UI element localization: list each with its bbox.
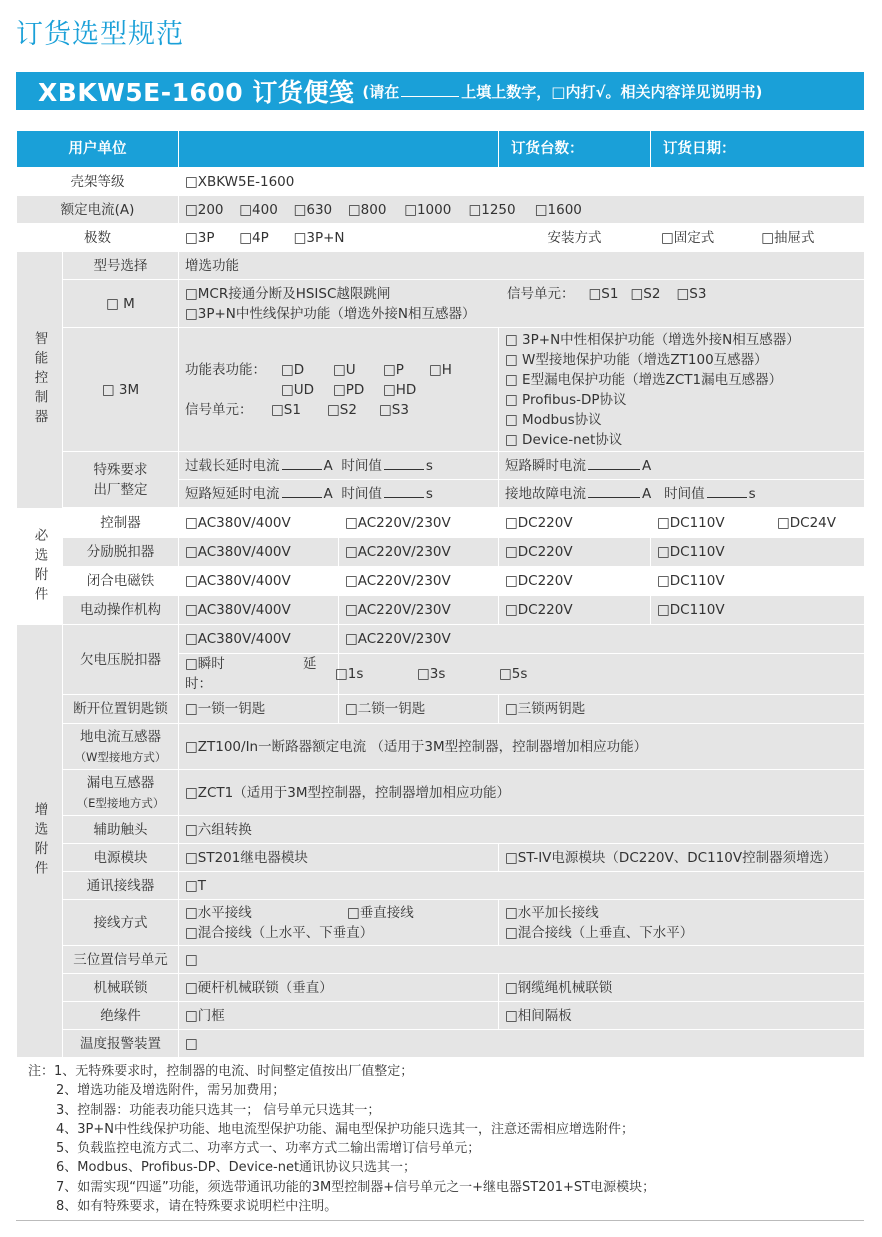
short-delay-time-blank[interactable] [384,485,424,498]
undervoltage-option[interactable]: □AC220V/230V [339,625,865,654]
3m-extra-functions [499,328,865,452]
undervoltage-row-1 [17,625,865,654]
power-module-row [17,844,865,872]
note-item: 4、3P+N中性线保护功能、地电流型保护功能、漏电型保护功能只选其一，注意还需相应增选附件； [56,1121,634,1137]
3m-controller-option[interactable]: □ 3M [63,328,179,452]
note-item: 注：1、无特殊要求时，控制器的电流、时间整定值按出厂值整定； [28,1064,414,1079]
ground-fault-time-blank[interactable] [707,485,747,498]
required-option[interactable]: □DC220V [499,538,651,567]
key-lock-option[interactable]: □三锁两钥匙 [499,695,865,724]
pole-option[interactable]: □3P+N [293,229,345,246]
3m-signal-option[interactable]: □S3 [379,401,409,418]
header-user-unit: 用户单位 [17,131,179,168]
current-option[interactable]: □1600 [534,201,582,218]
install-drawer-option[interactable]: □抽屉式 [761,229,815,246]
mech-interlock-option[interactable]: □钢缆绳机械联锁 [499,974,865,1002]
required-option[interactable]: □DC220V [499,567,651,596]
insulation-option[interactable]: □门框 [179,1002,499,1030]
ground-ct-label: 地电流互感器 （W型接地方式） [63,724,179,770]
meter-option[interactable]: □H [429,361,452,378]
wiring-label: 接线方式 [63,900,179,946]
undervoltage-option[interactable]: □AC380V/400V [179,625,339,654]
meter-function-label: 功能表功能： [185,361,266,378]
frame-label: 壳架等级 [17,168,179,196]
required-item-label: 闭合电磁铁 [63,567,179,596]
mech-interlock-label: 机械联锁 [63,974,179,1002]
frame-option[interactable]: □XBKW5E-1600 [179,168,865,196]
banner-note-prefix: (请在 [362,82,400,101]
comm-connector-option[interactable]: □T [179,872,865,900]
m-signal-label: 信号单元： [507,285,575,302]
m-controller-functions [179,280,865,328]
m-func-mcr[interactable]: □MCR接通分断及HSISC越限跳闸 [185,285,391,302]
uv-delay-option[interactable]: □5s [499,666,528,682]
power-module-option[interactable]: □ST201继电器模块 [179,844,499,872]
banner-note [362,81,762,102]
current-option[interactable]: □400 [239,201,278,218]
header-order-qty[interactable]: 订货台数： [499,131,651,168]
install-options [651,224,865,252]
model-select-row [17,252,865,280]
install-label: 安装方式 [499,224,651,252]
insulation-row [17,1002,865,1030]
wiring-option[interactable]: □水平加长接线 [505,904,599,921]
overload-setting: 过载长延时电流 A 时间值 s [179,452,499,480]
required-option[interactable]: □AC380V/400V [179,567,339,596]
m-func-neutral[interactable]: □3P+N中性线保护功能（增选外接N相互感器） [185,305,476,322]
required-option[interactable]: □DC110V [651,567,865,596]
required-option[interactable]: □AC220V/230V [339,538,499,567]
special-row-1 [17,452,865,480]
wiring-row [17,900,865,946]
m-controller-row [17,280,865,328]
uv-delay-label: 延时： [185,656,317,692]
banner-blank-line [401,84,459,97]
key-lock-label: 断开位置钥匙锁 [63,695,179,724]
required-row [17,596,865,625]
meter-option[interactable]: □D [281,361,305,378]
3m-extra-option[interactable]: □ Modbus协议 [505,411,602,428]
current-label: 额定电流(A) [17,196,179,224]
m-signal-option[interactable]: □S3 [676,285,707,302]
key-lock-option[interactable]: □一锁一钥匙 [179,695,339,724]
short-inst-setting: 短路瞬时电流 A [499,452,865,480]
3m-extra-option[interactable]: □ Profibus-DP协议 [505,391,627,408]
power-module-label: 电源模块 [63,844,179,872]
ground-fault-current-blank[interactable] [588,485,640,498]
pole-option[interactable]: □3P [185,229,215,246]
install-fixed-option[interactable]: □固定式 [661,229,715,246]
pole-option[interactable]: □4P [239,229,269,246]
tri-signal-label: 三位置信号单元 [63,946,179,974]
notes-section [28,1062,655,1216]
comm-connector-row [17,872,865,900]
controller-group-label: 智能控制器 [17,252,63,509]
required-row [17,567,865,596]
poles-label: 极数 [17,224,179,252]
required-option[interactable]: □AC380V/400V [179,509,339,538]
optional-group-label: 增选附件 [17,625,63,1058]
current-option[interactable]: □200 [185,201,224,218]
3m-extra-option[interactable]: □ Device-net协议 [505,431,623,448]
temp-alarm-label: 温度报警装置 [63,1030,179,1058]
required-option-pair [651,509,865,538]
temp-alarm-row [17,1030,865,1058]
required-option[interactable]: □DC110V [651,538,865,567]
banner-model: XBKW5E-1600 订货便笺 [38,78,355,107]
required-option[interactable]: □DC220V [499,509,651,538]
uv-delay-options [335,654,865,695]
required-option[interactable]: □AC220V/230V [339,596,499,625]
meter-option[interactable]: □PD [333,381,365,398]
form-banner [16,72,864,110]
temp-alarm-option[interactable]: □ [179,1030,865,1058]
3m-extra-option[interactable]: □ W型接地保护功能（增选ZT100互感器） [505,351,768,368]
current-option[interactable]: □800 [347,201,387,218]
overload-current-blank[interactable] [282,457,322,470]
required-option[interactable]: □AC380V/400V [179,596,339,625]
aux-contact-row [17,816,865,844]
current-row [17,196,865,224]
poles-options [179,224,499,252]
frame-row [17,168,865,196]
wiring-option[interactable]: □水平接线 [185,904,252,921]
note-item: 2、增选功能及增选附件，需另加费用； [56,1083,286,1099]
uv-instant-option[interactable]: □瞬时 [185,656,225,672]
key-lock-option[interactable]: □二锁一钥匙 [339,695,499,724]
required-option[interactable]: □AC220V/230V [339,567,499,596]
tri-signal-row [17,946,865,974]
wiring-options-left [179,900,499,946]
short-delay-setting: 短路短延时电流 A 时间值 s [179,480,499,508]
poles-row [17,224,865,252]
m-signal-option[interactable]: □S1 [588,285,619,302]
required-option[interactable]: □AC380V/400V [179,538,339,567]
uv-delay-option[interactable]: □1s [335,666,364,682]
leakage-ct-row [17,770,865,816]
required-item-label: 控制器 [63,509,179,538]
ground-ct-row [17,724,865,770]
note-item: 7、如需实现“四遥”功能，须选带通讯功能的3M型控制器+信号单元之一+继电器ST201+ST电源模块； [56,1179,656,1195]
uv-timing [179,654,339,695]
mech-interlock-option[interactable]: □硬杆机械联锁（垂直） [179,974,499,1002]
3m-extra-option[interactable]: □ E型漏电保护功能（增选ZCT1漏电互感器） [505,371,783,388]
required-row [17,538,865,567]
meter-option[interactable]: □P [383,361,404,378]
aux-contact-option[interactable]: □六组转换 [179,816,865,844]
wiring-options-right [499,900,865,946]
tri-signal-option[interactable]: □ [179,946,865,974]
leakage-ct-label: 漏电互感器 （E型接地方式） [63,770,179,816]
banner-note-suffix: 上填上数字，□内打√。相关内容详见说明书) [461,82,763,101]
key-lock-row [17,695,865,724]
model-select-value: 增选功能 [179,252,865,280]
overload-time-blank[interactable] [384,457,424,470]
wiring-option[interactable]: □混合接线（上水平、下垂直） [185,924,374,941]
meter-option[interactable]: □HD [383,381,417,398]
meter-option[interactable]: □UD [281,381,315,398]
note-item: 3、控制器：功能表功能只选其一； 信号单元只选其一； [56,1102,381,1118]
order-form-table [16,130,865,1058]
3m-signal-option[interactable]: □S2 [327,401,357,418]
wiring-option[interactable]: □垂直接线 [347,904,414,921]
current-options [179,196,865,224]
3m-signal-option[interactable]: □S1 [271,401,301,418]
uv-delay-option[interactable]: □3s [417,666,446,682]
page-title: 订货选型规范 [16,19,184,50]
current-option[interactable]: □1000 [404,201,452,218]
ground-ct-option[interactable]: □ZT100/In一断路器额定电流 （适用于3M型控制器，控制器增加相应功能） [179,724,865,770]
short-delay-current-blank[interactable] [282,485,322,498]
note-item: 5、负载监控电流方式二、功率方式一、功率方式二输出需增订信号单元； [56,1141,481,1157]
current-option[interactable]: □630 [293,201,333,218]
current-option[interactable]: □1250 [468,201,516,218]
note-item: 6、Modbus、Profibus-DP、Device-net通讯协议只选其一； [56,1160,417,1176]
required-group-label: 必选附件 [17,509,63,625]
header-row [17,131,865,168]
required-option[interactable]: □AC220V/230V [339,509,499,538]
required-item-label: 分励脱扣器 [63,538,179,567]
3m-signal-label: 信号单元： [185,401,253,418]
required-item-label: 电动操作机构 [63,596,179,625]
wiring-option[interactable]: □混合接线（上垂直、下水平） [505,924,694,941]
required-row [17,509,865,538]
power-module-option[interactable]: □ST-IV电源模块（DC220V、DC110V控制器须增选） [499,844,865,872]
aux-contact-label: 辅助触头 [63,816,179,844]
mech-interlock-row [17,974,865,1002]
header-order-date[interactable]: 订货日期： [651,131,865,168]
3m-meter-functions [179,328,499,452]
3m-extra-option[interactable]: □ 3P+N中性相保护功能（增选外接N相互感器） [505,331,800,348]
user-unit-field[interactable] [179,131,499,168]
note-item: 8、如有特殊要求，请在特殊要求说明栏中注明。 [56,1199,338,1215]
model-select-label: 型号选择 [63,252,179,280]
meter-option[interactable]: □U [333,361,356,378]
required-option[interactable]: □DC110V [651,596,865,625]
insulation-option[interactable]: □相间隔板 [499,1002,865,1030]
short-inst-current-blank[interactable] [588,457,640,470]
ground-fault-setting: 接地故障电流 A 时间值 s [499,480,865,508]
comm-connector-label: 通讯接线器 [63,872,179,900]
3m-controller-row [17,328,865,452]
undervoltage-label: 欠电压脱扣器 [63,625,179,695]
m-signal-option[interactable]: □S2 [630,285,661,302]
special-settings-label: 特殊要求 出厂整定 [63,452,179,508]
bottom-divider [16,1220,864,1221]
insulation-label: 绝缘件 [63,1002,179,1030]
required-option[interactable]: □DC110V [657,515,725,531]
m-controller-option[interactable]: □ M [63,280,179,328]
required-option[interactable]: □DC220V [499,596,651,625]
required-option[interactable]: □DC24V [777,515,836,531]
leakage-ct-option[interactable]: □ZCT1（适用于3M型控制器，控制器增加相应功能） [179,770,865,816]
